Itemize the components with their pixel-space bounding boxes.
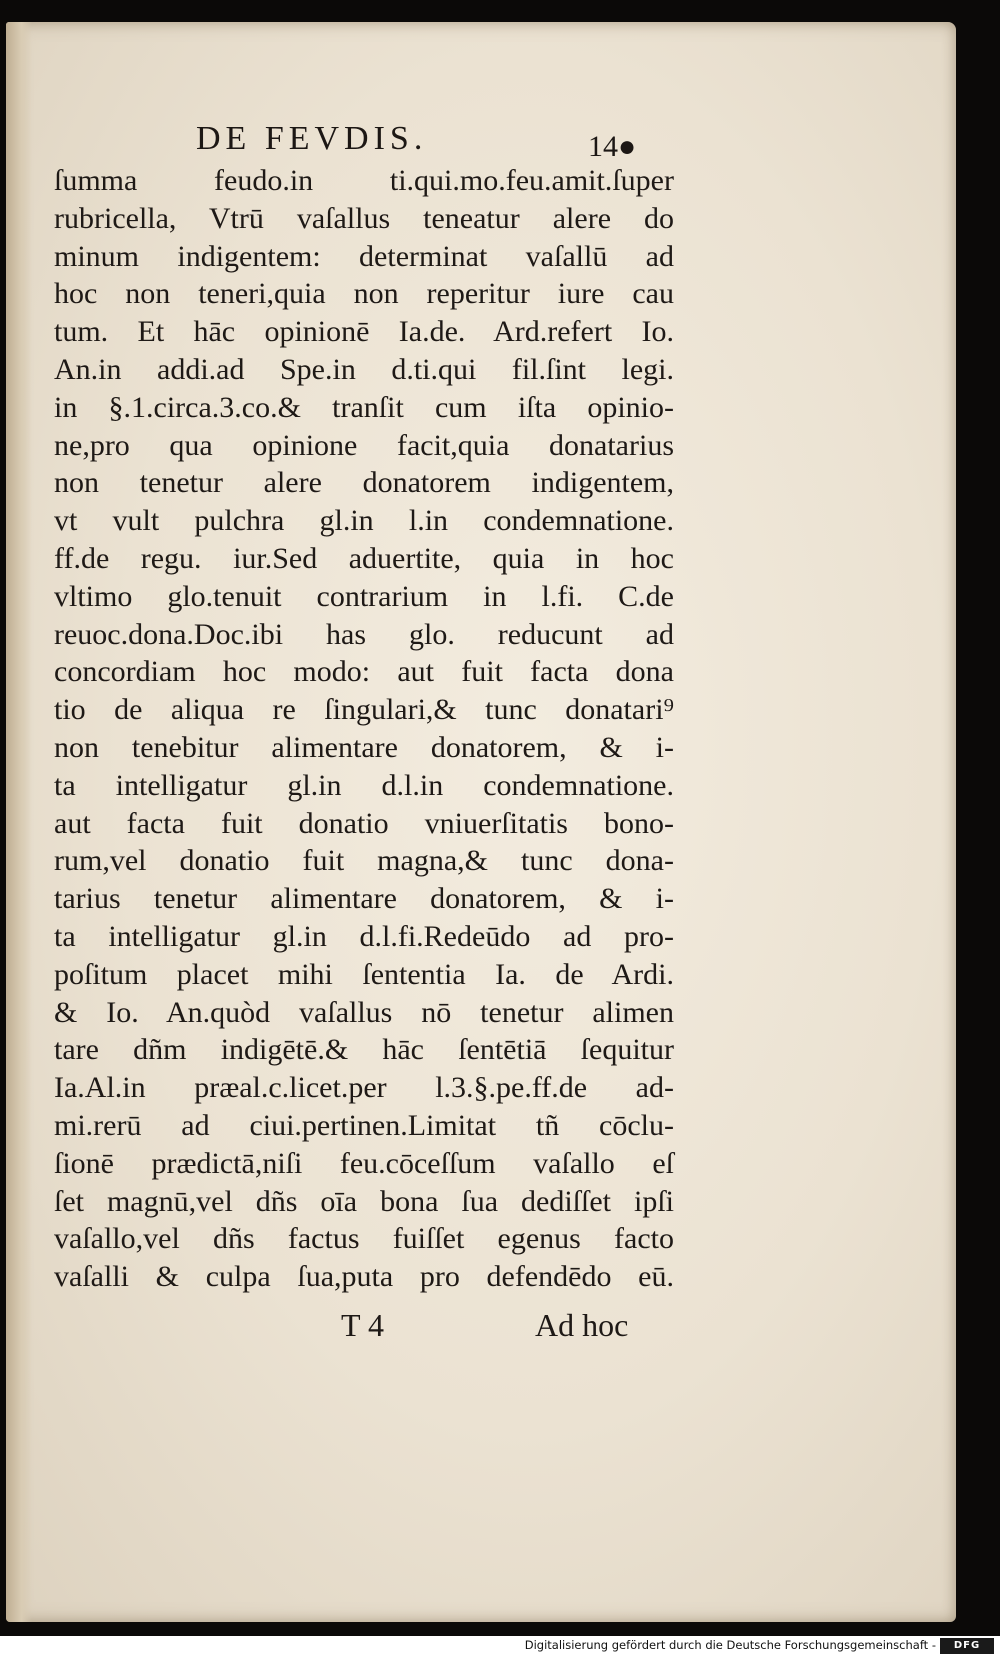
signature-mark: T 4 <box>341 1307 384 1343</box>
catchline <box>6 1307 1000 1347</box>
text-line: minum indigentem: determinat vaſallū ad <box>54 239 674 273</box>
text-line: poſitum placet mihi ſententia Ia. de Ardi. <box>54 957 674 991</box>
text-line: ta intelligatur gl.in d.l.in condemnatione. <box>54 768 674 802</box>
text-line: reuoc.dona.Doc.ibi has glo. reducunt ad <box>54 617 674 651</box>
folio-number: 14● <box>588 130 637 163</box>
text-line: hoc non teneri,quia non reperitur iure cau <box>54 277 674 311</box>
text-line: ſumma feudo.in ti.qui.mo.feu.amit.ſuper <box>54 164 674 197</box>
text-line: vt vult pulchra gl.in l.in condemnatione. <box>54 504 674 538</box>
text-line: & Io. An.quòd vaſallus nō tenetur alimen <box>54 995 674 1029</box>
catchword: Ad hoc <box>535 1307 629 1343</box>
digitization-footer <box>0 1636 1000 1657</box>
text-line: tio de aliqua re ſingulari,& tunc donatari⁹ <box>54 693 674 727</box>
dfg-logo[interactable]: DFG <box>940 1638 994 1654</box>
text-line: rubricella, Vtrū vaſallus teneatur alere do <box>54 201 674 235</box>
text-line: vaſalli & culpa ſua,puta pro defendēdo eū. <box>54 1260 674 1294</box>
book-page <box>6 22 956 1622</box>
page-gutter <box>6 22 32 1622</box>
text-line: ne,pro qua opinione facit,quia donatarius <box>54 428 674 462</box>
text-line: tarius tenetur alimentare donatorem, & i- <box>54 882 674 916</box>
text-line: ff.de regu. iur.Sed aduertite, quia in hoc <box>54 541 674 575</box>
body-text <box>54 162 674 1296</box>
text-line: concordiam hoc modo: aut fuit facta dona <box>54 655 674 689</box>
text-line: vaſallo,vel dñs factus fuiſſet egenus facto <box>54 1222 674 1256</box>
text-line: in §.1.circa.3.co.& tranſit cum iſta opinio- <box>54 390 674 424</box>
text-line: tum. Et hāc opinionē Ia.de. Ard.refert Io. <box>54 315 674 349</box>
text-line: non tenetur alere donatorem indigentem, <box>54 466 674 500</box>
text-line: aut facta fuit donatio vniuerſitatis bono- <box>54 806 674 840</box>
text-line: vltimo glo.tenuit contrarium in l.fi. C.de <box>54 579 674 613</box>
text-line: mi.rerū ad ciui.pertinen.Limitat tñ cōclu- <box>54 1108 674 1142</box>
text-line: tare dñm indigētē.& hāc ſentētiā ſequitur <box>54 1033 674 1067</box>
text-line: Ia.Al.in præal.c.licet.per l.3.§.pe.ff.de ad- <box>54 1071 674 1105</box>
text-line: ta intelligatur gl.in d.l.fi.Redeūdo ad pro- <box>54 919 674 953</box>
text-line: non tenebitur alimentare donatorem, & i- <box>54 730 674 764</box>
funding-credit: Digitalisierung gefördert durch die Deutsche Forschungsgemeinschaft - <box>524 1638 936 1652</box>
text-line: ſet magnū,vel dñs oīa bona ſua dediſſet ipſi <box>54 1184 674 1218</box>
text-line: An.in addi.ad Spe.in d.ti.qui fil.ſint legi. <box>54 352 674 386</box>
running-head: DE FEVDIS. <box>196 120 428 157</box>
text-line: rum,vel donatio fuit magna,& tunc dona- <box>54 844 674 878</box>
text-line: ſionē prædictā,niſi feu.cōceſſum vaſallo eſ <box>54 1146 674 1180</box>
